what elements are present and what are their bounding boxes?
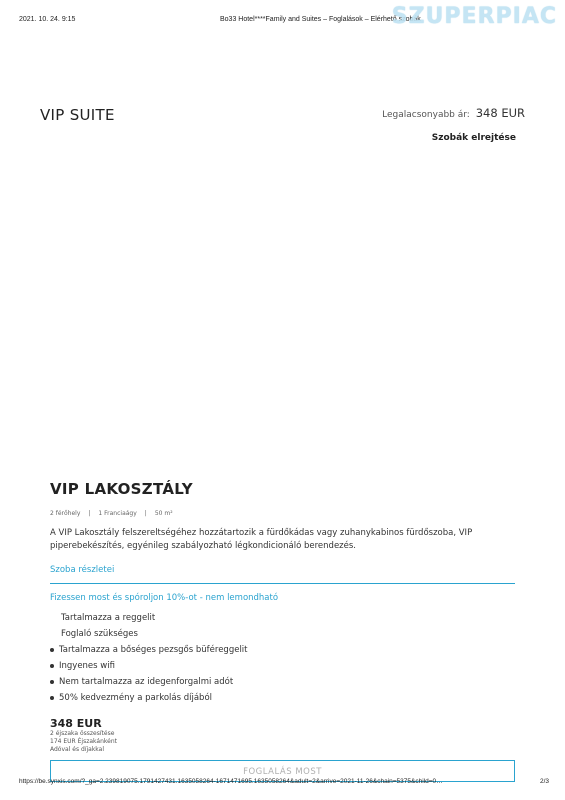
list-item bbox=[59, 661, 515, 671]
bullet-icon bbox=[50, 664, 54, 668]
print-header bbox=[0, 4, 565, 29]
list-item bbox=[59, 645, 515, 655]
total-price: 348 EUR bbox=[50, 717, 102, 730]
lowest-price-label: Legalacsonyabb ár: bbox=[382, 110, 470, 120]
room-bed: 1 Franciaágy bbox=[98, 510, 137, 517]
room-size: 50 m² bbox=[154, 510, 173, 517]
page-number: 2/3 bbox=[539, 778, 549, 785]
list-item-label: 50% kedvezmény a parkolás díjából bbox=[59, 693, 213, 703]
list-item: Foglaló szükséges bbox=[61, 629, 138, 639]
book-now-button[interactable]: FOGLALÁS MOST bbox=[50, 760, 515, 782]
list-item-label: Ingyenes wifi bbox=[59, 661, 115, 671]
room-card bbox=[50, 480, 515, 782]
meta-separator: | bbox=[144, 510, 147, 517]
bullet-icon bbox=[50, 680, 54, 684]
bullet-icon bbox=[50, 696, 54, 700]
rate-features bbox=[50, 645, 515, 703]
lowest-price-value: 348 EUR bbox=[475, 106, 525, 120]
hide-rooms-link[interactable]: Szobák elrejtése bbox=[431, 133, 516, 143]
lowest-price bbox=[382, 106, 525, 120]
footer-url: https://be.synxis.com/?_ga=2.239819075.1791427431.1635058264-1671471695.1635058264&adult=2&arrive=2021-11-26&chain=5375&child=0… bbox=[19, 778, 443, 785]
room-details-link[interactable]: Szoba részletei bbox=[50, 565, 115, 575]
rate-name-link[interactable]: Fizessen most és spóroljon 10%-ot - nem lemondható bbox=[50, 593, 279, 603]
room-capacity: 2 férőhely bbox=[50, 510, 81, 517]
room-name: VIP LAKOSZTÁLY bbox=[50, 480, 193, 498]
per-night-price: 174 EUR Éjszakánként bbox=[50, 738, 117, 745]
list-item bbox=[59, 677, 515, 687]
room-meta bbox=[50, 510, 515, 517]
taxes-note: Adóval és díjakkal bbox=[50, 746, 105, 753]
room-description: A VIP Lakosztály felszereltségéhez hozzátartozik a fürdőkádas vagy zuhanykabinos fürdőszoba, VIP piperebekészítés, egyénileg szabályozható légkondicionáló berendezés. bbox=[50, 528, 473, 551]
rate-inclusions bbox=[50, 613, 515, 639]
meta-separator: | bbox=[88, 510, 91, 517]
print-title: Bo33 Hotel****Family and Suites – Foglalások – Elérhető szobák bbox=[220, 16, 421, 23]
print-date: 2021. 10. 24. 9:15 bbox=[19, 16, 76, 23]
divider bbox=[50, 583, 515, 584]
bullet-icon bbox=[50, 648, 54, 652]
rate-total bbox=[50, 717, 515, 754]
suite-title: VIP SUITE bbox=[40, 106, 115, 124]
total-nights: 2 éjszaka összesítése bbox=[50, 730, 115, 737]
list-item: Tartalmazza a reggelit bbox=[61, 613, 156, 623]
list-item-label: Nem tartalmazza az idegenforgalmi adót bbox=[59, 677, 234, 687]
watermark-logo: SZUPERPIAC bbox=[391, 4, 557, 29]
list-item-label: Tartalmazza a bőséges pezsgős büféreggelit bbox=[59, 645, 248, 655]
list-item bbox=[59, 693, 515, 703]
